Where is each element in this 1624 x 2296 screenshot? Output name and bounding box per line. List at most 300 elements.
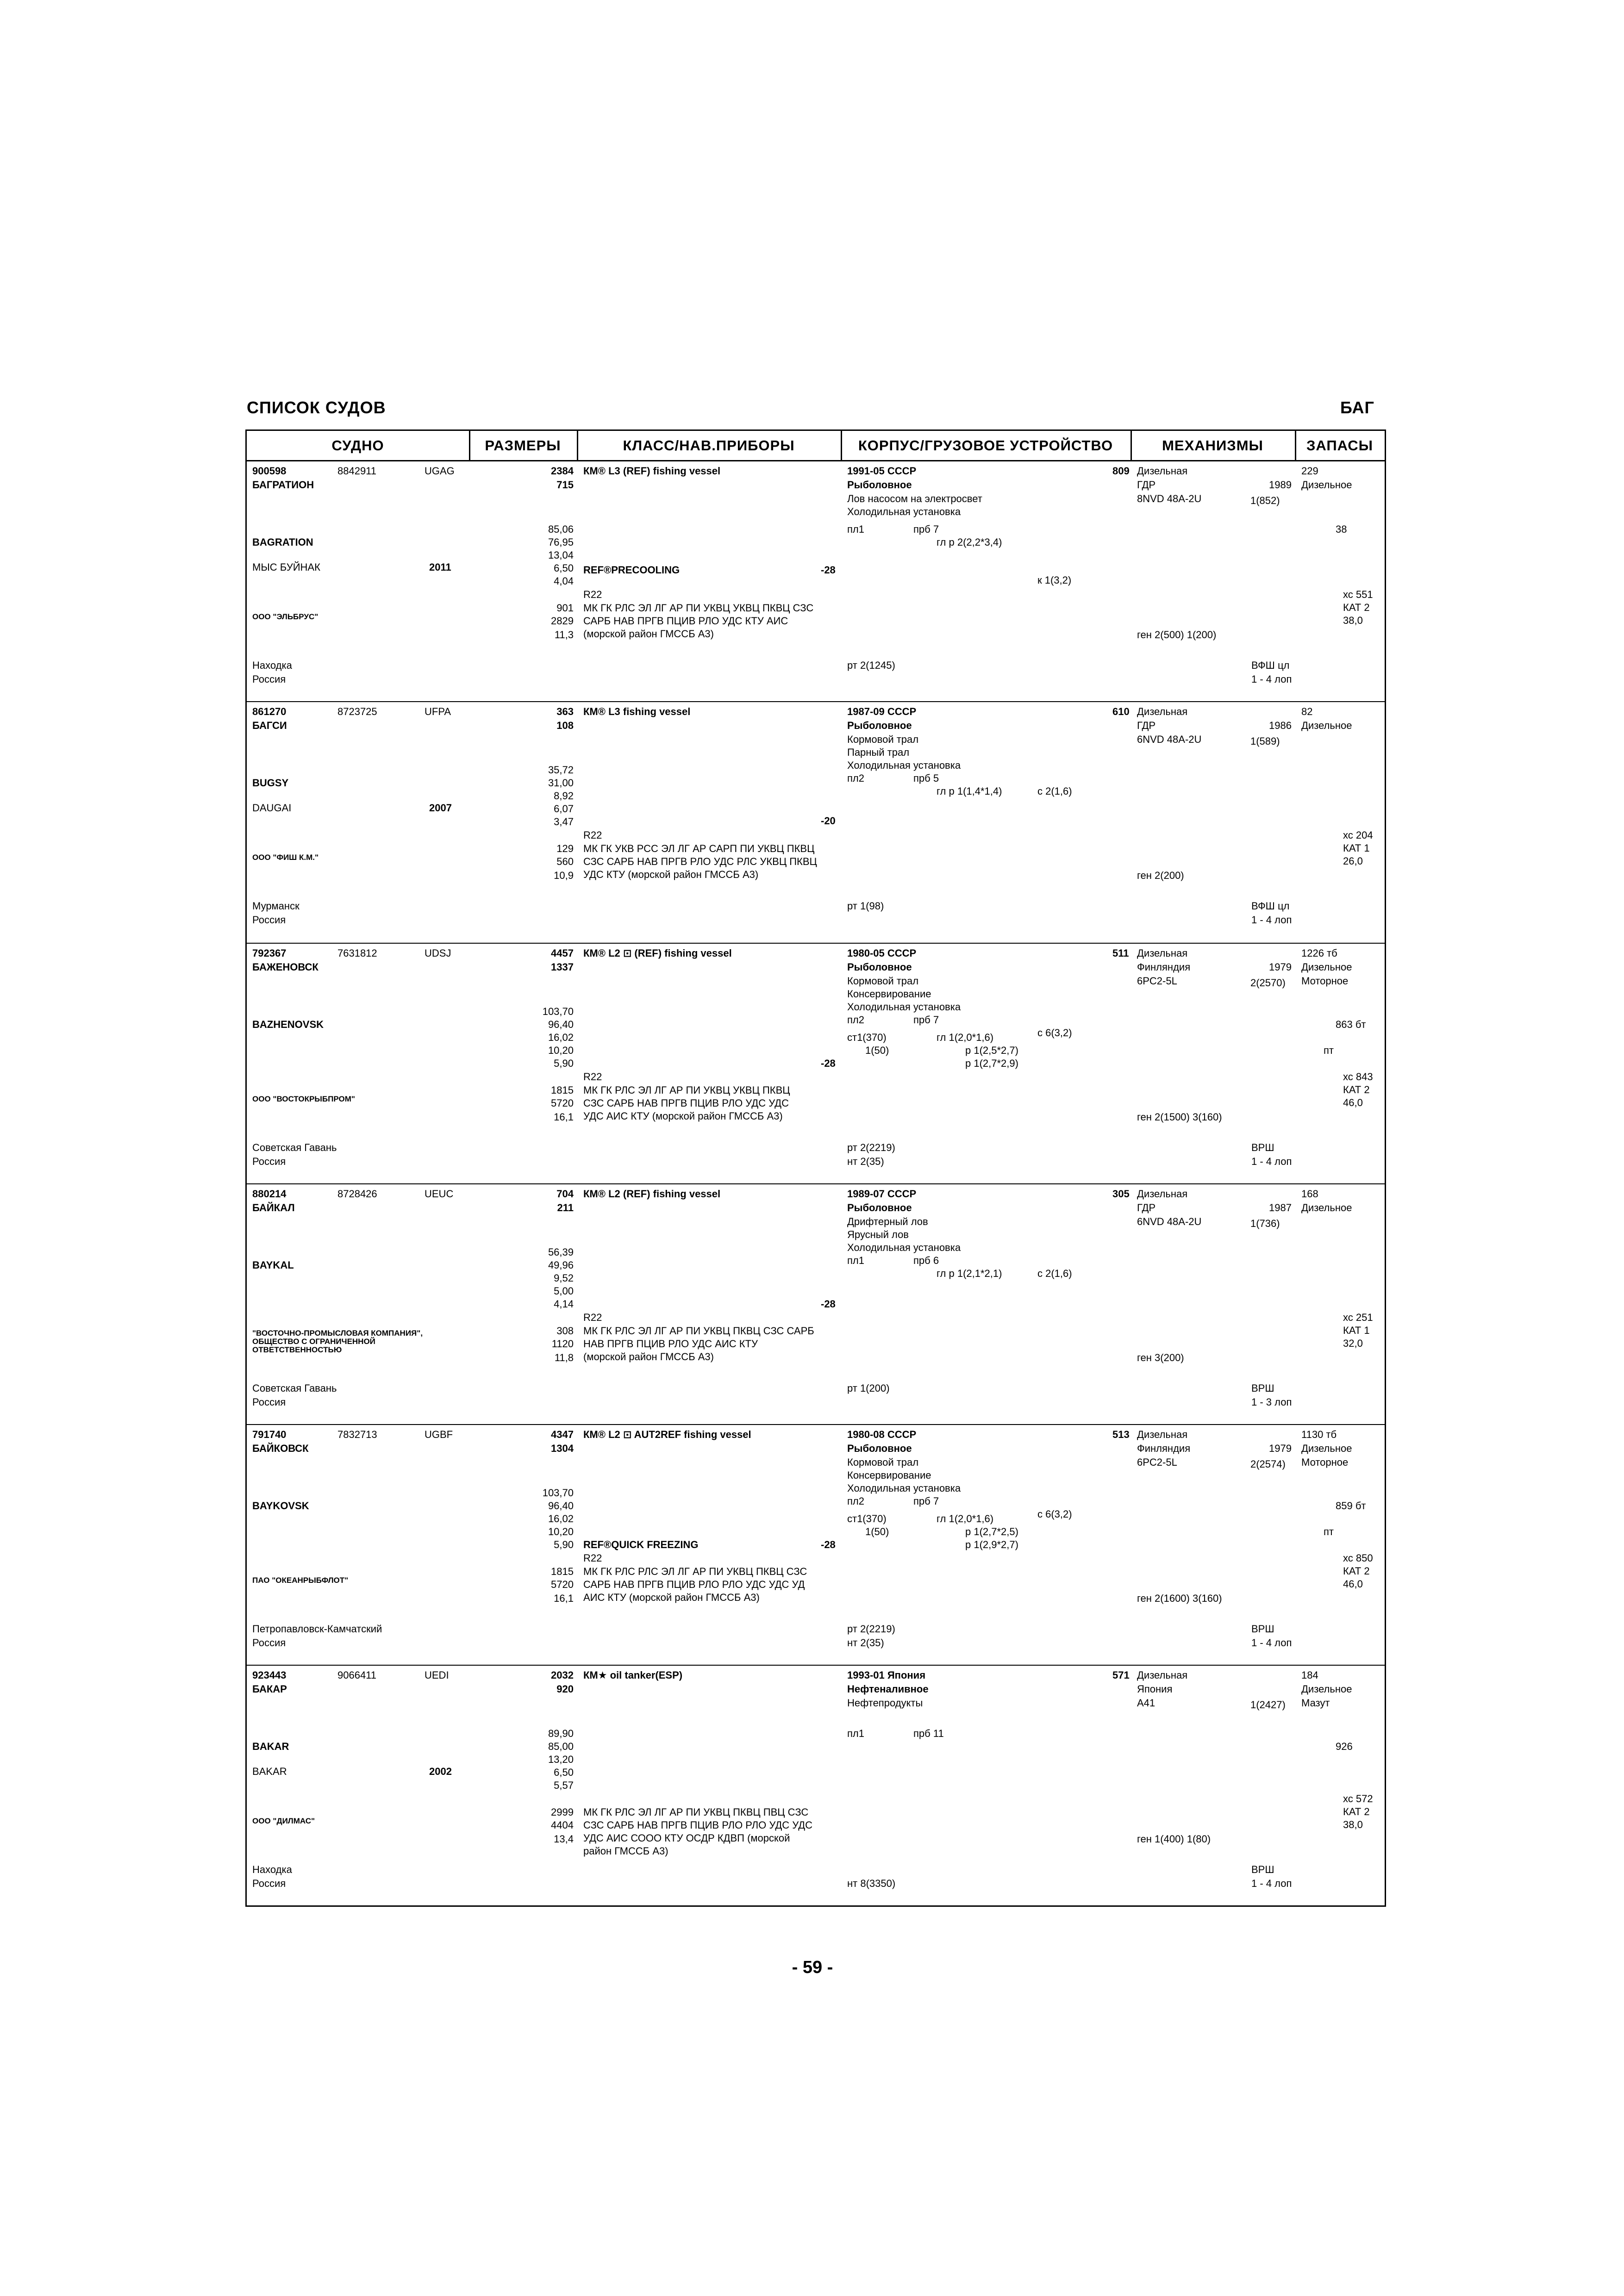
class-notation: КМ★ oil tanker(ESP) xyxy=(583,1669,683,1681)
fuel-type-2: Мазут xyxy=(1301,1697,1330,1709)
imo-number: 8842911 xyxy=(337,465,377,477)
imo-number: 9066411 xyxy=(337,1669,377,1681)
engine-power: 1(852) xyxy=(1250,495,1280,506)
dimension-value: 4457 xyxy=(551,947,574,959)
flag-country: Россия xyxy=(252,1637,286,1649)
engine-model: 6PC2-5L xyxy=(1137,975,1177,987)
generators: ген 3(200) xyxy=(1137,1352,1184,1363)
ship-record xyxy=(247,1425,1385,1666)
ship-type: Рыболовное xyxy=(847,961,912,973)
engine-year: 1986 xyxy=(1269,720,1292,731)
dimension-value: 1120 xyxy=(551,1338,574,1350)
former-name: МЫС БУЙНАК xyxy=(252,561,320,573)
page-number: - 59 - xyxy=(792,1958,833,1977)
dimension-value: 1815 xyxy=(551,1566,574,1577)
generators: ген 2(1600) 3(160) xyxy=(1137,1593,1222,1604)
stores-value: 38,0 xyxy=(1343,1819,1363,1830)
dimension-value: 10,20 xyxy=(548,1526,574,1537)
hull-number: 610 xyxy=(1112,706,1130,717)
refrigerant: R22 xyxy=(583,1312,602,1323)
nav-equipment: УДС АИС СООО КТУ ОСДР КДВП (морской xyxy=(583,1832,790,1844)
generators: ген 2(500) 1(200) xyxy=(1137,629,1217,641)
hull-feature: Нефтепродукты xyxy=(847,1697,923,1709)
fuel-type: Дизельное xyxy=(1301,1683,1352,1695)
owner-name: ООО "ФИШ К.М." xyxy=(252,853,319,862)
cargo-booms: с 6(3,2) xyxy=(1037,1027,1072,1039)
dimension-value: 560 xyxy=(556,856,574,867)
home-port: Советская Гавань xyxy=(252,1142,337,1153)
col-header-ship: СУДНО xyxy=(247,431,469,461)
hold-capacity-extra: 1(50) xyxy=(865,1045,889,1056)
dimension-value: 1304 xyxy=(551,1443,574,1454)
engine-power: 1(589) xyxy=(1250,735,1280,747)
engine-country: ГДР xyxy=(1137,479,1156,491)
dimension-value: 5,90 xyxy=(554,1058,574,1069)
build-date-country: 1991-05 СССР xyxy=(847,465,917,477)
owner-name: ООО "ДИЛМАС" xyxy=(252,1817,315,1825)
propeller-blades: 1 - 4 лоп xyxy=(1251,1637,1292,1649)
hatches: прб 6 xyxy=(913,1255,939,1266)
dimension-value: 3,47 xyxy=(554,816,574,828)
stores-value: КАТ 1 xyxy=(1343,1325,1370,1336)
fuel-capacity: 229 xyxy=(1301,465,1318,477)
hatch-size: гл 1(2,0*1,6) xyxy=(937,1513,994,1524)
dimension-value: 6,50 xyxy=(554,562,574,574)
reg-number: 861270 xyxy=(252,706,287,717)
ship-type: Нефтеналивное xyxy=(847,1683,929,1695)
ship-name: БАГСИ xyxy=(252,720,287,731)
cargo-booms: с 6(3,2) xyxy=(1037,1508,1072,1520)
ship-name: БАЖЕНОВСК xyxy=(252,961,319,973)
propeller-type: ВРШ xyxy=(1251,1382,1274,1394)
propeller-blades: 1 - 4 лоп xyxy=(1251,914,1292,926)
dimension-value: 85,06 xyxy=(548,523,574,535)
dimension-value: 108 xyxy=(556,720,574,731)
dimension-value: 4404 xyxy=(551,1819,574,1831)
fuel-capacity-2: 863 бт xyxy=(1336,1019,1366,1030)
engine-model: 8NVD 48A-2U xyxy=(1137,493,1202,504)
hatches: прб 5 xyxy=(913,772,939,784)
dimension-value: 11,8 xyxy=(554,1352,574,1363)
reg-number: 923443 xyxy=(252,1669,287,1681)
home-port: Находка xyxy=(252,1864,292,1875)
holds: пл2 xyxy=(847,772,864,784)
dimension-value: 16,1 xyxy=(554,1111,574,1123)
nav-equipment: МК ГК УКВ РСС ЭЛ ЛГ АР САРП ПИ УКВЦ ПКВЦ xyxy=(583,843,815,854)
ship-name-latin: BAYKAL xyxy=(252,1259,294,1271)
dimension-value: 96,40 xyxy=(548,1500,574,1512)
dimension-value: 5,57 xyxy=(554,1780,574,1791)
tonnage-rt: рт 1(200) xyxy=(847,1382,890,1394)
nav-equipment: МК ГК РЛС РЛС ЭЛ ЛГ АР ПИ УКВЦ ПКВЦ СЗС xyxy=(583,1566,807,1577)
flag-country: Россия xyxy=(252,1878,286,1889)
reg-number: 792367 xyxy=(252,947,287,959)
hatches: прб 7 xyxy=(913,1495,939,1507)
nav-equipment: МК ГК РЛС ЭЛ ЛГ АР ПИ УКВЦ ПКВЦ СЗС САРБ xyxy=(583,1325,814,1337)
nav-equipment: МК ГК РЛС ЭЛ ЛГ АР ПИ УКВЦ ПКВЦ ПВЦ СЗС xyxy=(583,1806,809,1818)
refrigerant: R22 xyxy=(583,589,602,600)
propeller-type: ВФШ цл xyxy=(1251,900,1290,912)
dimension-value: 5,00 xyxy=(554,1285,574,1297)
dimension-value: 2384 xyxy=(551,465,574,477)
engine-type: Дизельная xyxy=(1137,1429,1188,1440)
propeller-type: ВФШ цл xyxy=(1251,660,1290,671)
refrigerant: R22 xyxy=(583,1071,602,1083)
dimension-value: 211 xyxy=(557,1202,574,1213)
call-sign: UGAG xyxy=(425,465,455,477)
home-port: Мурманск xyxy=(252,900,300,912)
ship-name-latin: BAGRATION xyxy=(252,536,313,548)
stores-value: хс 843 xyxy=(1343,1071,1373,1083)
class-notation-extra: REF®PRECOOLING xyxy=(583,564,680,576)
stores-value: КАТ 1 xyxy=(1343,842,1370,854)
engine-power: 1(736) xyxy=(1250,1218,1280,1229)
ship-type: Рыболовное xyxy=(847,1443,912,1454)
dimension-value: 1815 xyxy=(551,1084,574,1096)
propeller-blades: 1 - 4 лоп xyxy=(1251,1156,1292,1167)
stores-value: КАТ 2 xyxy=(1343,602,1370,613)
dimension-value: 96,40 xyxy=(548,1019,574,1030)
propeller-type: ВРШ xyxy=(1251,1864,1274,1875)
owner-name: "ВОСТОЧНО-ПРОМЫСЛОВАЯ КОМПАНИЯ", xyxy=(252,1329,423,1338)
ship-name: БАГРАТИОН xyxy=(252,479,314,491)
hull-feature: Ярусный лов xyxy=(847,1229,909,1240)
hull-number: 511 xyxy=(1112,947,1129,959)
owner-name: ОБЩЕСТВО С ОГРАНИЧЕННОЙ xyxy=(252,1337,375,1346)
dimension-value: 85,00 xyxy=(548,1741,574,1752)
dimension-value: 920 xyxy=(556,1683,574,1695)
fuel-capacity: 82 xyxy=(1301,706,1313,717)
hull-feature: Холодильная установка xyxy=(847,1001,961,1013)
home-port: Находка xyxy=(252,660,292,671)
holds: пл1 xyxy=(847,1255,864,1266)
hatch-size: р 1(2,5*2,7) xyxy=(965,1045,1018,1056)
engine-power: 1(2427) xyxy=(1250,1699,1286,1711)
engine-power: 2(2570) xyxy=(1250,977,1286,989)
dimension-value: 2829 xyxy=(551,615,574,627)
reg-number: 791740 xyxy=(252,1429,287,1440)
hull-number: 513 xyxy=(1112,1429,1130,1440)
stores-value: хс 850 xyxy=(1343,1552,1373,1564)
hatches: прб 7 xyxy=(913,1014,939,1026)
nav-equipment: МК ГК РЛС ЭЛ ЛГ АР ПИ УКВЦ УКВЦ ПКВЦ xyxy=(583,1084,790,1096)
reg-number: 880214 xyxy=(252,1188,287,1200)
class-notation: КМ® L2 (REF) fishing vessel xyxy=(583,1188,721,1200)
ship-name-latin: BAKAR xyxy=(252,1741,289,1752)
nav-equipment: СЗС САРБ НАВ ПРГВ ПЦИВ РЛО УДС УДС xyxy=(583,1097,789,1109)
cargo-cranes: гл р 1(1,4*1,4) xyxy=(937,785,1002,797)
ship-name-latin: BAZHENOVSK xyxy=(252,1019,324,1030)
ship-record xyxy=(247,1184,1385,1425)
engine-country: ГДР xyxy=(1137,720,1156,731)
propeller-blades: 1 - 4 лоп xyxy=(1251,673,1292,685)
dimension-value: 35,72 xyxy=(548,764,574,776)
hull-feature: Парный трал xyxy=(847,747,910,758)
col-header-hull: КОРПУС/ГРУЗОВОЕ УСТРОЙСТВО xyxy=(841,431,1131,461)
refrigeration-temp: -28 xyxy=(821,1298,836,1310)
list-title: СПИСОК СУДОВ xyxy=(247,398,386,417)
holds: пл1 xyxy=(847,1728,864,1739)
ship-name-latin: BAYKOVSK xyxy=(252,1500,309,1512)
stores-value: хс 204 xyxy=(1343,829,1373,841)
nav-equipment: НАВ ПРГВ ПЦИВ РЛО УДС АИС КТУ xyxy=(583,1338,758,1350)
nav-equipment: СЗС САРБ НАВ ПРГВ РЛО УДС РЛС УКВЦ ПКВЦ xyxy=(583,856,817,867)
dimension-value: 13,04 xyxy=(548,549,574,561)
fuel-note: пт xyxy=(1324,1045,1334,1056)
tonnage-nt: нт 2(35) xyxy=(847,1156,884,1167)
tonnage-rt: рт 2(2219) xyxy=(847,1623,895,1635)
dimension-value: 5720 xyxy=(551,1579,574,1590)
dimension-value: 76,95 xyxy=(548,536,574,548)
ship-record xyxy=(247,702,1385,944)
dimension-value: 11,3 xyxy=(554,629,574,641)
hatch-size: р 1(2,7*2,5) xyxy=(965,1526,1018,1537)
engine-country: Финляндия xyxy=(1137,961,1191,973)
engine-year: 1979 xyxy=(1269,1443,1292,1454)
hull-feature: Консервирование xyxy=(847,1469,931,1481)
dimension-value: 6,07 xyxy=(554,803,574,815)
tonnage-rt: рт 2(2219) xyxy=(847,1142,895,1153)
dimension-value: 89,90 xyxy=(548,1728,574,1739)
engine-model: 6NVD 48A-2U xyxy=(1137,734,1202,745)
dimension-value: 10,20 xyxy=(548,1045,574,1056)
propeller-type: ВРШ xyxy=(1251,1623,1274,1635)
former-name-year: 2011 xyxy=(429,561,451,573)
nav-equipment: СЗС САРБ НАВ ПРГВ ПЦИВ РЛО РЛО УДС УДС xyxy=(583,1819,813,1831)
hull-feature: Кормовой трал xyxy=(847,975,919,987)
engine-year: 1987 xyxy=(1269,1202,1292,1213)
nav-equipment: УДС АИС КТУ (морской район ГМССБ А3) xyxy=(583,1110,783,1122)
fuel-type: Дизельное xyxy=(1301,1202,1352,1213)
reg-number: 900598 xyxy=(252,465,287,477)
engine-type: Дизельная xyxy=(1137,1188,1188,1200)
engine-type: Дизельная xyxy=(1137,706,1188,717)
dimension-value: 16,02 xyxy=(548,1513,574,1524)
call-sign: UGBF xyxy=(425,1429,453,1440)
dimension-value: 16,1 xyxy=(554,1593,574,1604)
dimension-value: 49,96 xyxy=(548,1259,574,1271)
class-notation: КМ® L3 fishing vessel xyxy=(583,706,691,717)
holds: пл2 xyxy=(847,1014,864,1026)
col-header-class: КЛАСС/НАВ.ПРИБОРЫ xyxy=(577,431,841,461)
dimension-value: 31,00 xyxy=(548,777,574,789)
ship-name: БАЙКАЛ xyxy=(252,1202,295,1213)
hatches: прб 11 xyxy=(913,1728,944,1739)
dimension-value: 6,50 xyxy=(554,1767,574,1778)
class-notation: КМ® L2 ⊡ (REF) fishing vessel xyxy=(583,947,732,959)
build-date-country: 1989-07 СССР xyxy=(847,1188,917,1200)
fuel-type: Дизельное xyxy=(1301,961,1352,973)
dimension-value: 10,9 xyxy=(554,870,574,881)
dimension-value: 715 xyxy=(556,479,574,491)
tonnage-nt: нт 8(3350) xyxy=(847,1878,896,1889)
build-date-country: 1993-01 Япония xyxy=(847,1669,926,1681)
dimension-value: 1337 xyxy=(551,961,574,973)
refrigeration-temp: -20 xyxy=(821,815,836,827)
fuel-capacity-2: 859 бт xyxy=(1336,1500,1366,1512)
ship-record xyxy=(247,1666,1385,1905)
dimension-value: 308 xyxy=(556,1325,574,1337)
fuel-note: пт xyxy=(1324,1526,1334,1537)
stores-value: 46,0 xyxy=(1343,1097,1363,1108)
dimension-value: 363 xyxy=(556,706,574,717)
nav-equipment: САРБ НАВ ПРГВ ПЦИВ РЛО РЛО УДС УДС УД xyxy=(583,1579,805,1590)
call-sign: UFPA xyxy=(425,706,451,717)
call-sign: UEDI xyxy=(425,1669,449,1681)
fuel-capacity: 1226 тб xyxy=(1301,947,1337,959)
flag-country: Россия xyxy=(252,673,286,685)
dimension-value: 13,4 xyxy=(554,1833,574,1845)
engine-country: ГДР xyxy=(1137,1202,1156,1213)
former-name-year: 2007 xyxy=(429,802,452,814)
fuel-type-2: Моторное xyxy=(1301,975,1349,987)
fuel-capacity: 184 xyxy=(1301,1669,1318,1681)
engine-type: Дизельная xyxy=(1137,947,1188,959)
home-port: Петропавловск-Камчатский xyxy=(252,1623,382,1635)
generators: ген 2(1500) 3(160) xyxy=(1137,1111,1222,1123)
imo-number: 7631812 xyxy=(337,947,377,959)
engine-type: Дизельная xyxy=(1137,1669,1188,1681)
fuel-type: Дизельное xyxy=(1301,479,1352,491)
col-header-dims: РАЗМЕРЫ xyxy=(469,431,577,461)
build-date-country: 1980-05 СССР xyxy=(847,947,917,959)
fuel-type: Дизельное xyxy=(1301,720,1352,731)
engine-type: Дизельная xyxy=(1137,465,1188,477)
former-name: BAKAR xyxy=(252,1766,287,1777)
stores-value: хс 572 xyxy=(1343,1793,1373,1804)
class-notation-extra: REF®QUICK FREEZING xyxy=(583,1539,699,1550)
nav-equipment: район ГМССБ А3) xyxy=(583,1845,668,1857)
cargo-cranes: гл р 2(2,2*3,4) xyxy=(937,536,1002,548)
hatch-size: р 1(2,9*2,7) xyxy=(965,1539,1018,1550)
ship-record xyxy=(247,461,1385,702)
ship-name-latin: BUGSY xyxy=(252,777,289,789)
flag-country: Россия xyxy=(252,914,286,926)
flag-country: Россия xyxy=(252,1156,286,1167)
owner-name: ПАО "ОКЕАНРЫБФЛОТ" xyxy=(252,1576,349,1585)
dimension-value: 103,70 xyxy=(542,1487,574,1499)
imo-number: 7832713 xyxy=(337,1429,377,1440)
col-header-supplies: ЗАПАСЫ xyxy=(1295,431,1385,461)
hull-feature: Лов насосом на электросвет xyxy=(847,493,982,504)
hold-capacity: ст1(370) xyxy=(847,1513,887,1524)
fuel-type-2: Моторное xyxy=(1301,1456,1349,1468)
stores-value: КАТ 2 xyxy=(1343,1565,1370,1577)
fuel-capacity: 1130 тб xyxy=(1301,1429,1337,1440)
hatch-size: гл 1(2,0*1,6) xyxy=(937,1032,994,1043)
hold-capacity: ст1(370) xyxy=(847,1032,887,1043)
imo-number: 8723725 xyxy=(337,706,377,717)
dimension-value: 4347 xyxy=(551,1429,574,1440)
call-sign: UDSJ xyxy=(425,947,451,959)
build-date-country: 1987-09 СССР xyxy=(847,706,917,717)
nav-equipment: АИС КТУ (морской район ГМССБ А3) xyxy=(583,1592,760,1603)
nav-equipment: (морской район ГМССБ А3) xyxy=(583,1351,714,1363)
refrigeration-temp: -28 xyxy=(821,1058,836,1069)
imo-number: 8728426 xyxy=(337,1188,377,1200)
fuel-capacity: 168 xyxy=(1301,1188,1318,1200)
hull-number: 305 xyxy=(1112,1188,1130,1200)
fuel-capacity-2: 926 xyxy=(1336,1741,1353,1752)
stores-value: КАТ 2 xyxy=(1343,1806,1370,1817)
call-sign: UEUC xyxy=(425,1188,454,1200)
class-notation: КМ® L2 ⊡ AUT2REF fishing vessel xyxy=(583,1429,751,1440)
ship-record xyxy=(247,944,1385,1184)
build-date-country: 1980-08 СССР xyxy=(847,1429,917,1440)
refrigeration-temp: -28 xyxy=(821,564,836,576)
dimension-value: 704 xyxy=(556,1188,574,1200)
engine-model: A41 xyxy=(1137,1697,1156,1709)
col-header-engines: МЕХАНИЗМЫ xyxy=(1131,431,1295,461)
hull-feature: Холодильная установка xyxy=(847,1242,961,1253)
dimension-value: 5720 xyxy=(551,1097,574,1109)
dimension-value: 13,20 xyxy=(548,1754,574,1765)
propeller-type: ВРШ xyxy=(1251,1142,1274,1153)
hatches: прб 7 xyxy=(913,523,939,535)
dimension-value: 56,39 xyxy=(548,1246,574,1258)
fuel-capacity-2: 38 xyxy=(1336,523,1347,535)
ship-type: Рыболовное xyxy=(847,720,912,731)
hold-capacity-extra: 1(50) xyxy=(865,1526,889,1537)
hull-number: 809 xyxy=(1112,465,1130,477)
ship-name: БАКАР xyxy=(252,1683,287,1695)
former-name: DAUGAI xyxy=(252,802,292,814)
home-port: Советская Гавань xyxy=(252,1382,337,1394)
dimension-value: 129 xyxy=(556,843,574,854)
propeller-blades: 1 - 4 лоп xyxy=(1251,1878,1292,1889)
hull-feature: Кормовой трал xyxy=(847,734,919,745)
dimension-value: 2032 xyxy=(551,1669,574,1681)
cargo-booms: с 2(1,6) xyxy=(1037,1268,1072,1279)
fuel-type: Дизельное xyxy=(1301,1443,1352,1454)
dimension-value: 103,70 xyxy=(542,1006,574,1017)
tonnage-rt: рт 2(1245) xyxy=(847,660,895,671)
dimension-value: 16,02 xyxy=(548,1032,574,1043)
owner-name: ООО "ВОСТОКРЫБПРОМ" xyxy=(252,1095,355,1103)
cargo-booms: к 1(3,2) xyxy=(1037,574,1072,586)
hatch-size: р 1(2,7*2,9) xyxy=(965,1058,1018,1069)
ship-name: БАЙКОВСК xyxy=(252,1443,309,1454)
dimension-value: 9,52 xyxy=(554,1272,574,1284)
refrigerant: R22 xyxy=(583,1552,602,1564)
engine-power: 2(2574) xyxy=(1250,1458,1286,1470)
refrigeration-temp: -28 xyxy=(821,1539,836,1550)
stores-value: 46,0 xyxy=(1343,1578,1363,1590)
generators: ген 1(400) 1(80) xyxy=(1137,1833,1211,1845)
engine-model: 6NVD 48A-2U xyxy=(1137,1216,1202,1227)
hull-feature: Дрифтерный лов xyxy=(847,1216,928,1227)
nav-equipment: МК ГК РЛС ЭЛ ЛГ АР ПИ УКВЦ УКВЦ ПКВЦ СЗС xyxy=(583,602,814,614)
owner-name: ОТВЕТСТВЕННОСТЬЮ xyxy=(252,1345,342,1354)
holds: пл1 xyxy=(847,523,864,535)
nav-equipment: (морской район ГМССБ А3) xyxy=(583,628,714,640)
cargo-booms: с 2(1,6) xyxy=(1037,785,1072,797)
stores-value: хс 251 xyxy=(1343,1312,1373,1323)
section-code: БАГ xyxy=(1340,398,1374,417)
dimension-value: 5,90 xyxy=(554,1539,574,1550)
stores-value: КАТ 2 xyxy=(1343,1084,1370,1095)
tonnage-rt: рт 1(98) xyxy=(847,900,884,912)
hull-feature: Кормовой трал xyxy=(847,1456,919,1468)
stores-value: 32,0 xyxy=(1343,1338,1363,1349)
nav-equipment: САРБ НАВ ПРГВ ПЦИВ РЛО УДС КТУ АИС xyxy=(583,615,788,627)
dimension-value: 8,92 xyxy=(554,790,574,802)
holds: пл2 xyxy=(847,1495,864,1507)
nav-equipment: УДС КТУ (морской район ГМССБ А3) xyxy=(583,869,759,880)
hull-number: 571 xyxy=(1112,1669,1130,1681)
hull-feature: Консервирование xyxy=(847,988,931,1000)
tonnage-nt: нт 2(35) xyxy=(847,1637,884,1649)
